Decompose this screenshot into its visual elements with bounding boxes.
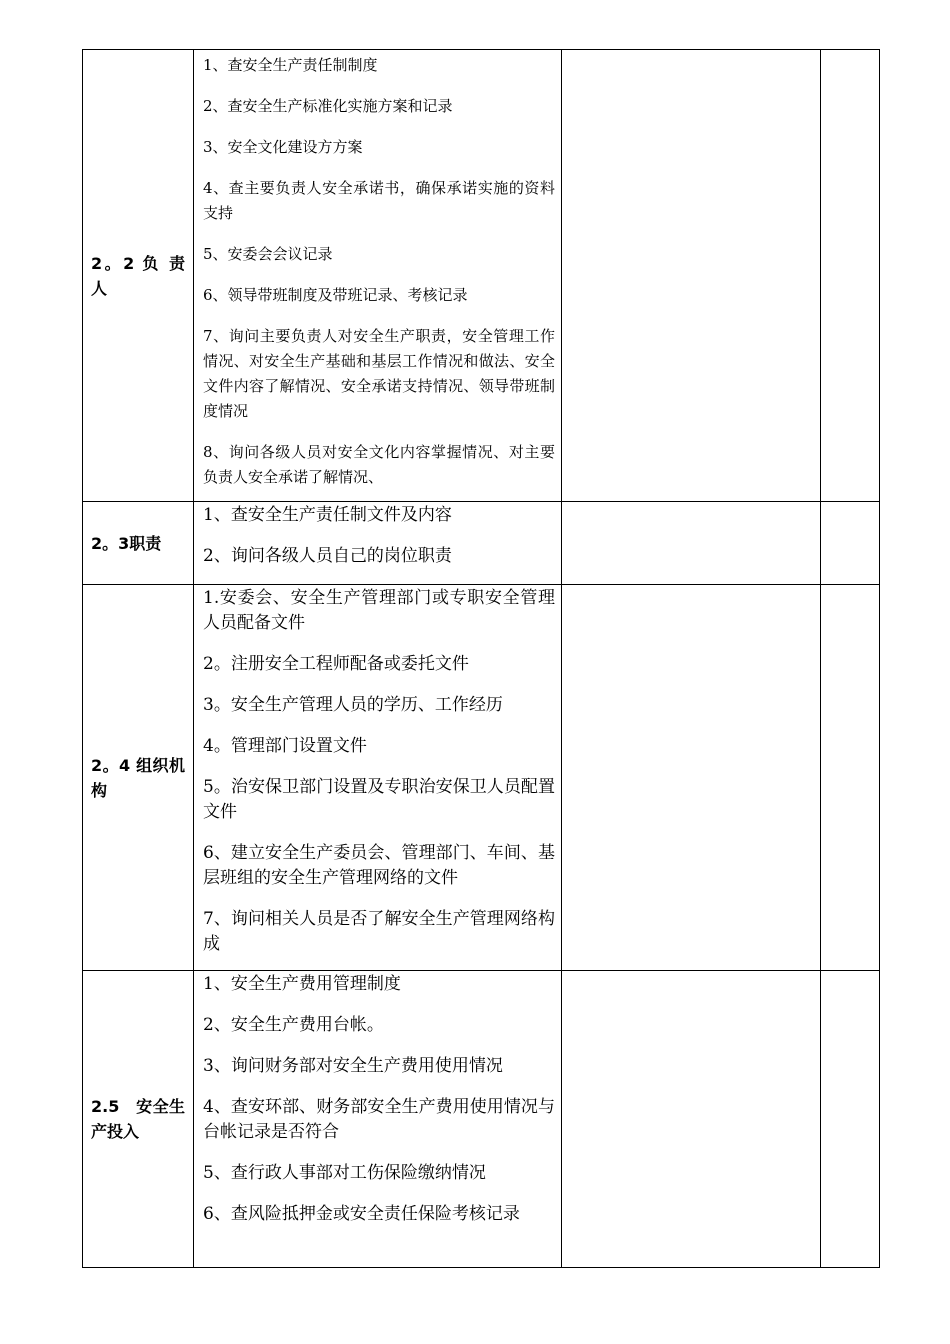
check-line: 3。安全生产管理人员的学历、工作经历 bbox=[203, 695, 503, 715]
item-cell bbox=[83, 971, 194, 1268]
check-content-cell bbox=[194, 585, 562, 971]
check-line: 3、询问财务部对安全生产费用使用情况 bbox=[203, 1056, 503, 1076]
inspection-checklist-table bbox=[82, 49, 880, 1268]
blank-cell bbox=[562, 585, 821, 971]
item-label: 2。3职责 bbox=[91, 533, 162, 553]
check-line: 4、查主要负责人安全承诺书，确保承诺实施的资料支持 bbox=[203, 179, 555, 222]
check-line: 2、询问各级人员自己的岗位职责 bbox=[203, 546, 452, 566]
check-line: 2、查安全生产标准化实施方案和记录 bbox=[203, 97, 453, 115]
table-row bbox=[83, 502, 880, 585]
check-line: 7、询问主要负责人对安全生产职责，安全管理工作情况、对安全生产基础和基层工作情况和做法、安全文件内容了解情况、安全承诺支持情况、领导带班制度情况 bbox=[203, 327, 555, 420]
check-line: 4、查安环部、财务部安全生产费用使用情况与台帐记录是否符合 bbox=[203, 1097, 555, 1142]
blank-cell bbox=[821, 502, 880, 585]
check-line: 8、询问各级人员对安全文化内容掌握情况、对主要负责人安全承诺了解情况、 bbox=[203, 443, 555, 486]
check-line: 5、查行政人事部对工伤保险缴纳情况 bbox=[203, 1163, 486, 1183]
item-cell bbox=[83, 50, 194, 502]
check-line: 6、建立安全生产委员会、管理部门、车间、基层班组的安全生产管理网络的文件 bbox=[203, 843, 555, 888]
item-label: 2。4 组织机构 bbox=[91, 755, 185, 800]
check-line: 1、安全生产费用管理制度 bbox=[203, 974, 401, 994]
check-content-cell bbox=[194, 502, 562, 585]
table-row bbox=[83, 50, 880, 502]
check-line: 6、查风险抵押金或安全责任保险考核记录 bbox=[203, 1204, 520, 1224]
blank-cell bbox=[821, 971, 880, 1268]
blank-cell bbox=[562, 50, 821, 502]
check-line: 4。管理部门设置文件 bbox=[203, 736, 367, 756]
check-line: 6、领导带班制度及带班记录、考核记录 bbox=[203, 286, 468, 304]
blank-cell bbox=[821, 585, 880, 971]
table-row bbox=[83, 585, 880, 971]
item-cell bbox=[83, 585, 194, 971]
blank-cell bbox=[562, 502, 821, 585]
check-line: 7、询问相关人员是否了解安全生产管理网络构成 bbox=[203, 909, 555, 954]
check-line: 3、安全文化建设方方案 bbox=[203, 138, 363, 156]
item-label: 2。2 负 责人 bbox=[91, 253, 185, 298]
blank-cell bbox=[562, 971, 821, 1268]
item-label: 2.5 安全生产投入 bbox=[91, 1097, 185, 1141]
check-line: 2、安全生产费用台帐。 bbox=[203, 1015, 384, 1035]
check-line: 1、查安全生产责任制制度 bbox=[203, 56, 378, 74]
check-line: 1.安委会、安全生产管理部门或专职安全管理人员配备文件 bbox=[203, 588, 555, 633]
check-line: 5、安委会会议记录 bbox=[203, 245, 333, 263]
table-row bbox=[83, 971, 880, 1268]
item-cell bbox=[83, 502, 194, 585]
check-line: 5。治安保卫部门设置及专职治安保卫人员配置文件 bbox=[203, 777, 555, 822]
check-content-cell bbox=[194, 971, 562, 1268]
check-content-cell bbox=[194, 50, 562, 502]
check-line: 1、查安全生产责任制文件及内容 bbox=[203, 505, 452, 525]
blank-cell bbox=[821, 50, 880, 502]
check-line: 2。注册安全工程师配备或委托文件 bbox=[203, 654, 469, 674]
